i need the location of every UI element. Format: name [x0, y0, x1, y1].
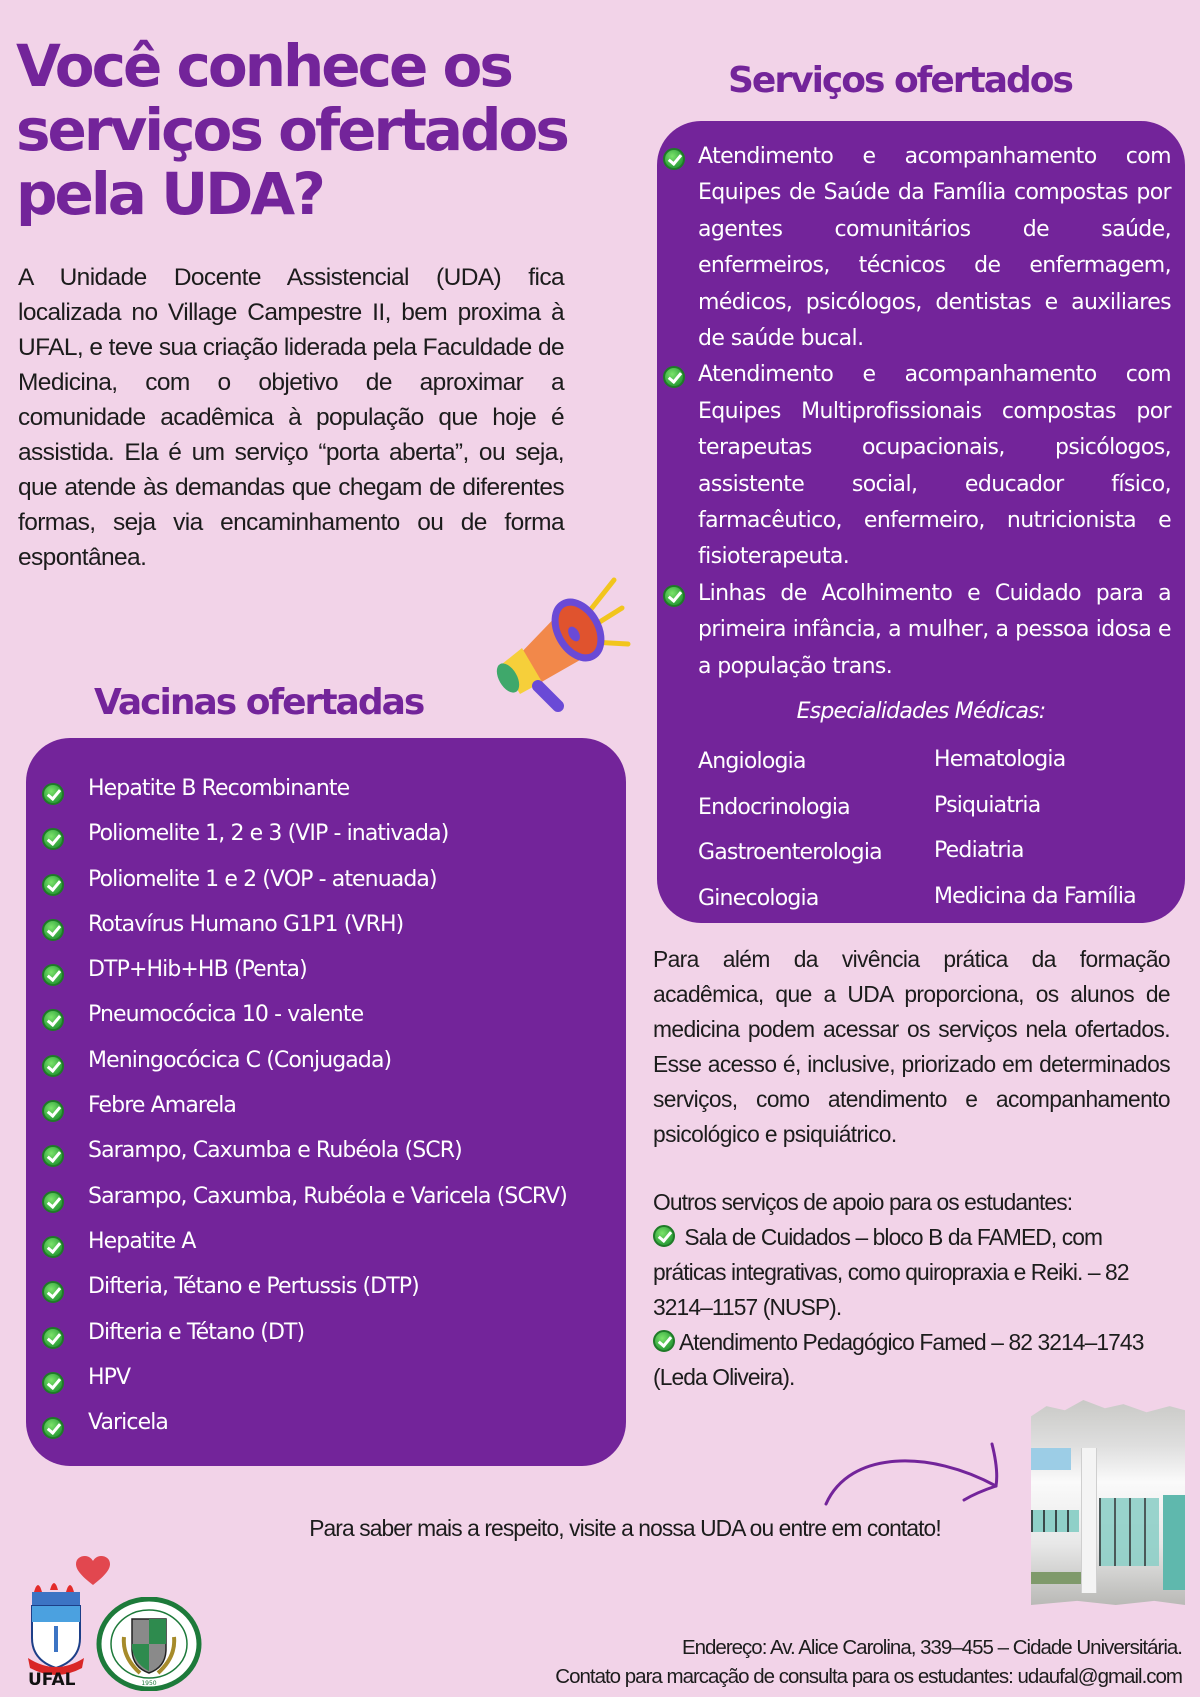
service-item: [657, 576, 1185, 685]
services-heading: Serviços ofertados: [728, 60, 1072, 101]
curved-arrow-icon: [820, 1440, 1000, 1520]
vaccine-name: Varicela: [88, 1410, 169, 1436]
heart-icon: [76, 1556, 110, 1586]
specialty-item: Psiquiatria: [934, 792, 1041, 818]
check-circle-icon: [653, 1225, 675, 1247]
specialties-heading: Especialidades Médicas:: [796, 699, 1046, 724]
uda-building-photo: [1031, 1400, 1185, 1605]
specialty-item: Angiologia: [698, 749, 806, 774]
check-circle-icon: [653, 1330, 675, 1352]
service-item-text: Atendimento e acompanhamento com Equipes de Saúde da Família compostas por agentes comunitários de saúde, enfermeiros, técnicos de enfermagem, médicos, psicólogos, dentistas e auxiliares de saúde bucal.: [698, 144, 1171, 352]
check-circle-icon: [42, 828, 64, 850]
vaccine-name: Hepatite A: [88, 1228, 196, 1254]
check-circle-icon: [42, 1191, 64, 1213]
famed-seal-icon: [96, 1597, 202, 1691]
support-item: [653, 1220, 1173, 1325]
intro-paragraph: A Unidade Docente Assistencial (UDA) fica localizada no Village Campestre II, bem proxima à UFAL, e teve sua criação liderada pela Faculdade de Medicina, com o objetivo de aproximar a comunidade acadêmica à população que hoje é assistida. Ela é um serviço “porta aberta”, ou seja, que atende às demandas que chegam de diferentes formas, seja via encaminhamento ou de forma espontânea.: [18, 264, 564, 571]
vaccine-name: Sarampo, Caxumba e Rubéola (SCR): [88, 1138, 462, 1164]
service-item-text: Atendimento e acompanhamento com Equipes Multiprofissionais compostas por terapeutas ocupacionais, psicólogos, assistente social, educador físico, farmacêutico, enfermeiro, nutricionista e fisioterapeuta.: [698, 362, 1171, 570]
megaphone-icon: [486, 566, 636, 716]
contact-email-text: Contato para marcação de consulta para os estudantes: udaufal@gmail.com: [555, 1665, 1182, 1688]
vaccine-name: Poliomelite 1 e 2 (VOP - atenuada): [88, 866, 437, 892]
vaccine-name: Rotavírus Humano G1P1 (VRH): [88, 911, 404, 937]
check-circle-icon: [42, 1145, 64, 1167]
specialty-item: Pediatria: [934, 838, 1024, 863]
vaccine-name: DTP+Hib+HB (Penta): [88, 957, 307, 983]
specialty-item: Gastroenterologia: [698, 840, 882, 865]
support-item-text: Sala de Cuidados – bloco B da FAMED, com práticas integrativas, como quiropraxia e Reiki. – 82 3214–1157 (NUSP).: [653, 1224, 1129, 1320]
vaccine-name: Difteria, Tétano e Pertussis (DTP): [88, 1274, 419, 1300]
support-item-text: Atendimento Pedagógico Famed – 82 3214–1743 (Leda Oliveira).: [653, 1329, 1144, 1390]
student-support-section: [653, 1185, 1173, 1395]
vaccine-name: Sarampo, Caxumba, Rubéola e Varicela (SCRV): [88, 1183, 567, 1209]
check-circle-icon: [42, 1417, 64, 1439]
service-item-text: Linhas de Acolhimento e Cuidado para a primeira infância, a mulher, a pessoa idosa e a população trans.: [698, 580, 1171, 679]
vaccine-name: Hepatite B Recombinante: [88, 776, 350, 801]
svg-text:1950: 1950: [141, 1680, 157, 1687]
support-item: [653, 1325, 1173, 1395]
service-item: [657, 139, 1185, 357]
check-circle-icon: [663, 366, 685, 388]
check-circle-icon: [42, 1281, 64, 1303]
check-circle-icon: [42, 1327, 64, 1349]
service-item: [657, 357, 1185, 575]
check-circle-icon: [42, 783, 64, 805]
support-heading: Outros serviços de apoio para os estudantes:: [653, 1189, 1073, 1215]
specialties-column-2: [934, 737, 1136, 919]
vaccine-name: Meningocócica C (Conjugada): [88, 1047, 392, 1073]
check-circle-icon: [42, 1100, 64, 1122]
vaccine-name: HPV: [88, 1364, 131, 1390]
vaccines-card: [26, 738, 626, 1466]
check-circle-icon: [42, 964, 64, 986]
check-circle-icon: [42, 1372, 64, 1394]
page-title: [16, 34, 616, 226]
specialty-item: Endocrinologia: [698, 794, 850, 820]
specialty-item: Medicina da Família: [934, 883, 1136, 909]
title-line: pela UDA?: [16, 160, 323, 228]
vaccine-name: Febre Amarela: [88, 1093, 236, 1119]
check-circle-icon: [42, 1055, 64, 1077]
check-circle-icon: [663, 585, 685, 607]
services-list: [657, 139, 1185, 685]
services-card: [657, 121, 1185, 923]
students-paragraph: Para além da vivência prática da formação acadêmica, que a UDA proporciona, os alunos de medicina podem acessar os serviços nela ofertados. Esse acesso é, inclusive, priorizado em determinados serviços, como atendimento e acompanhamento psicológico e psiquiátrico.: [653, 946, 1170, 1147]
check-circle-icon: [42, 874, 64, 896]
vaccine-name: Poliomelite 1, 2 e 3 (VIP - inativada): [88, 821, 449, 847]
check-circle-icon: [663, 148, 685, 170]
ufal-label: UFAL: [28, 1670, 76, 1690]
check-circle-icon: [42, 919, 64, 941]
check-circle-icon: [42, 1236, 64, 1258]
call-to-action: Para saber mais a respeito, visite a nossa UDA ou entre em contato!: [309, 1515, 941, 1541]
vaccines-heading: Vacinas ofertadas: [94, 682, 424, 723]
specialty-item: Hematologia: [934, 747, 1066, 772]
vaccine-name: Pneumocócica 10 - valente: [88, 1002, 364, 1028]
address-text: Endereço: Av. Alice Carolina, 339–455 – Cidade Universitária.: [681, 1636, 1182, 1659]
check-circle-icon: [42, 1009, 64, 1031]
specialties-column-1: [698, 739, 882, 921]
title-line: serviços ofertados: [16, 96, 567, 164]
vaccine-name: Difteria e Tétano (DT): [88, 1319, 305, 1345]
title-line: Você conhece os: [16, 32, 511, 100]
specialty-item: Ginecologia: [698, 885, 819, 911]
